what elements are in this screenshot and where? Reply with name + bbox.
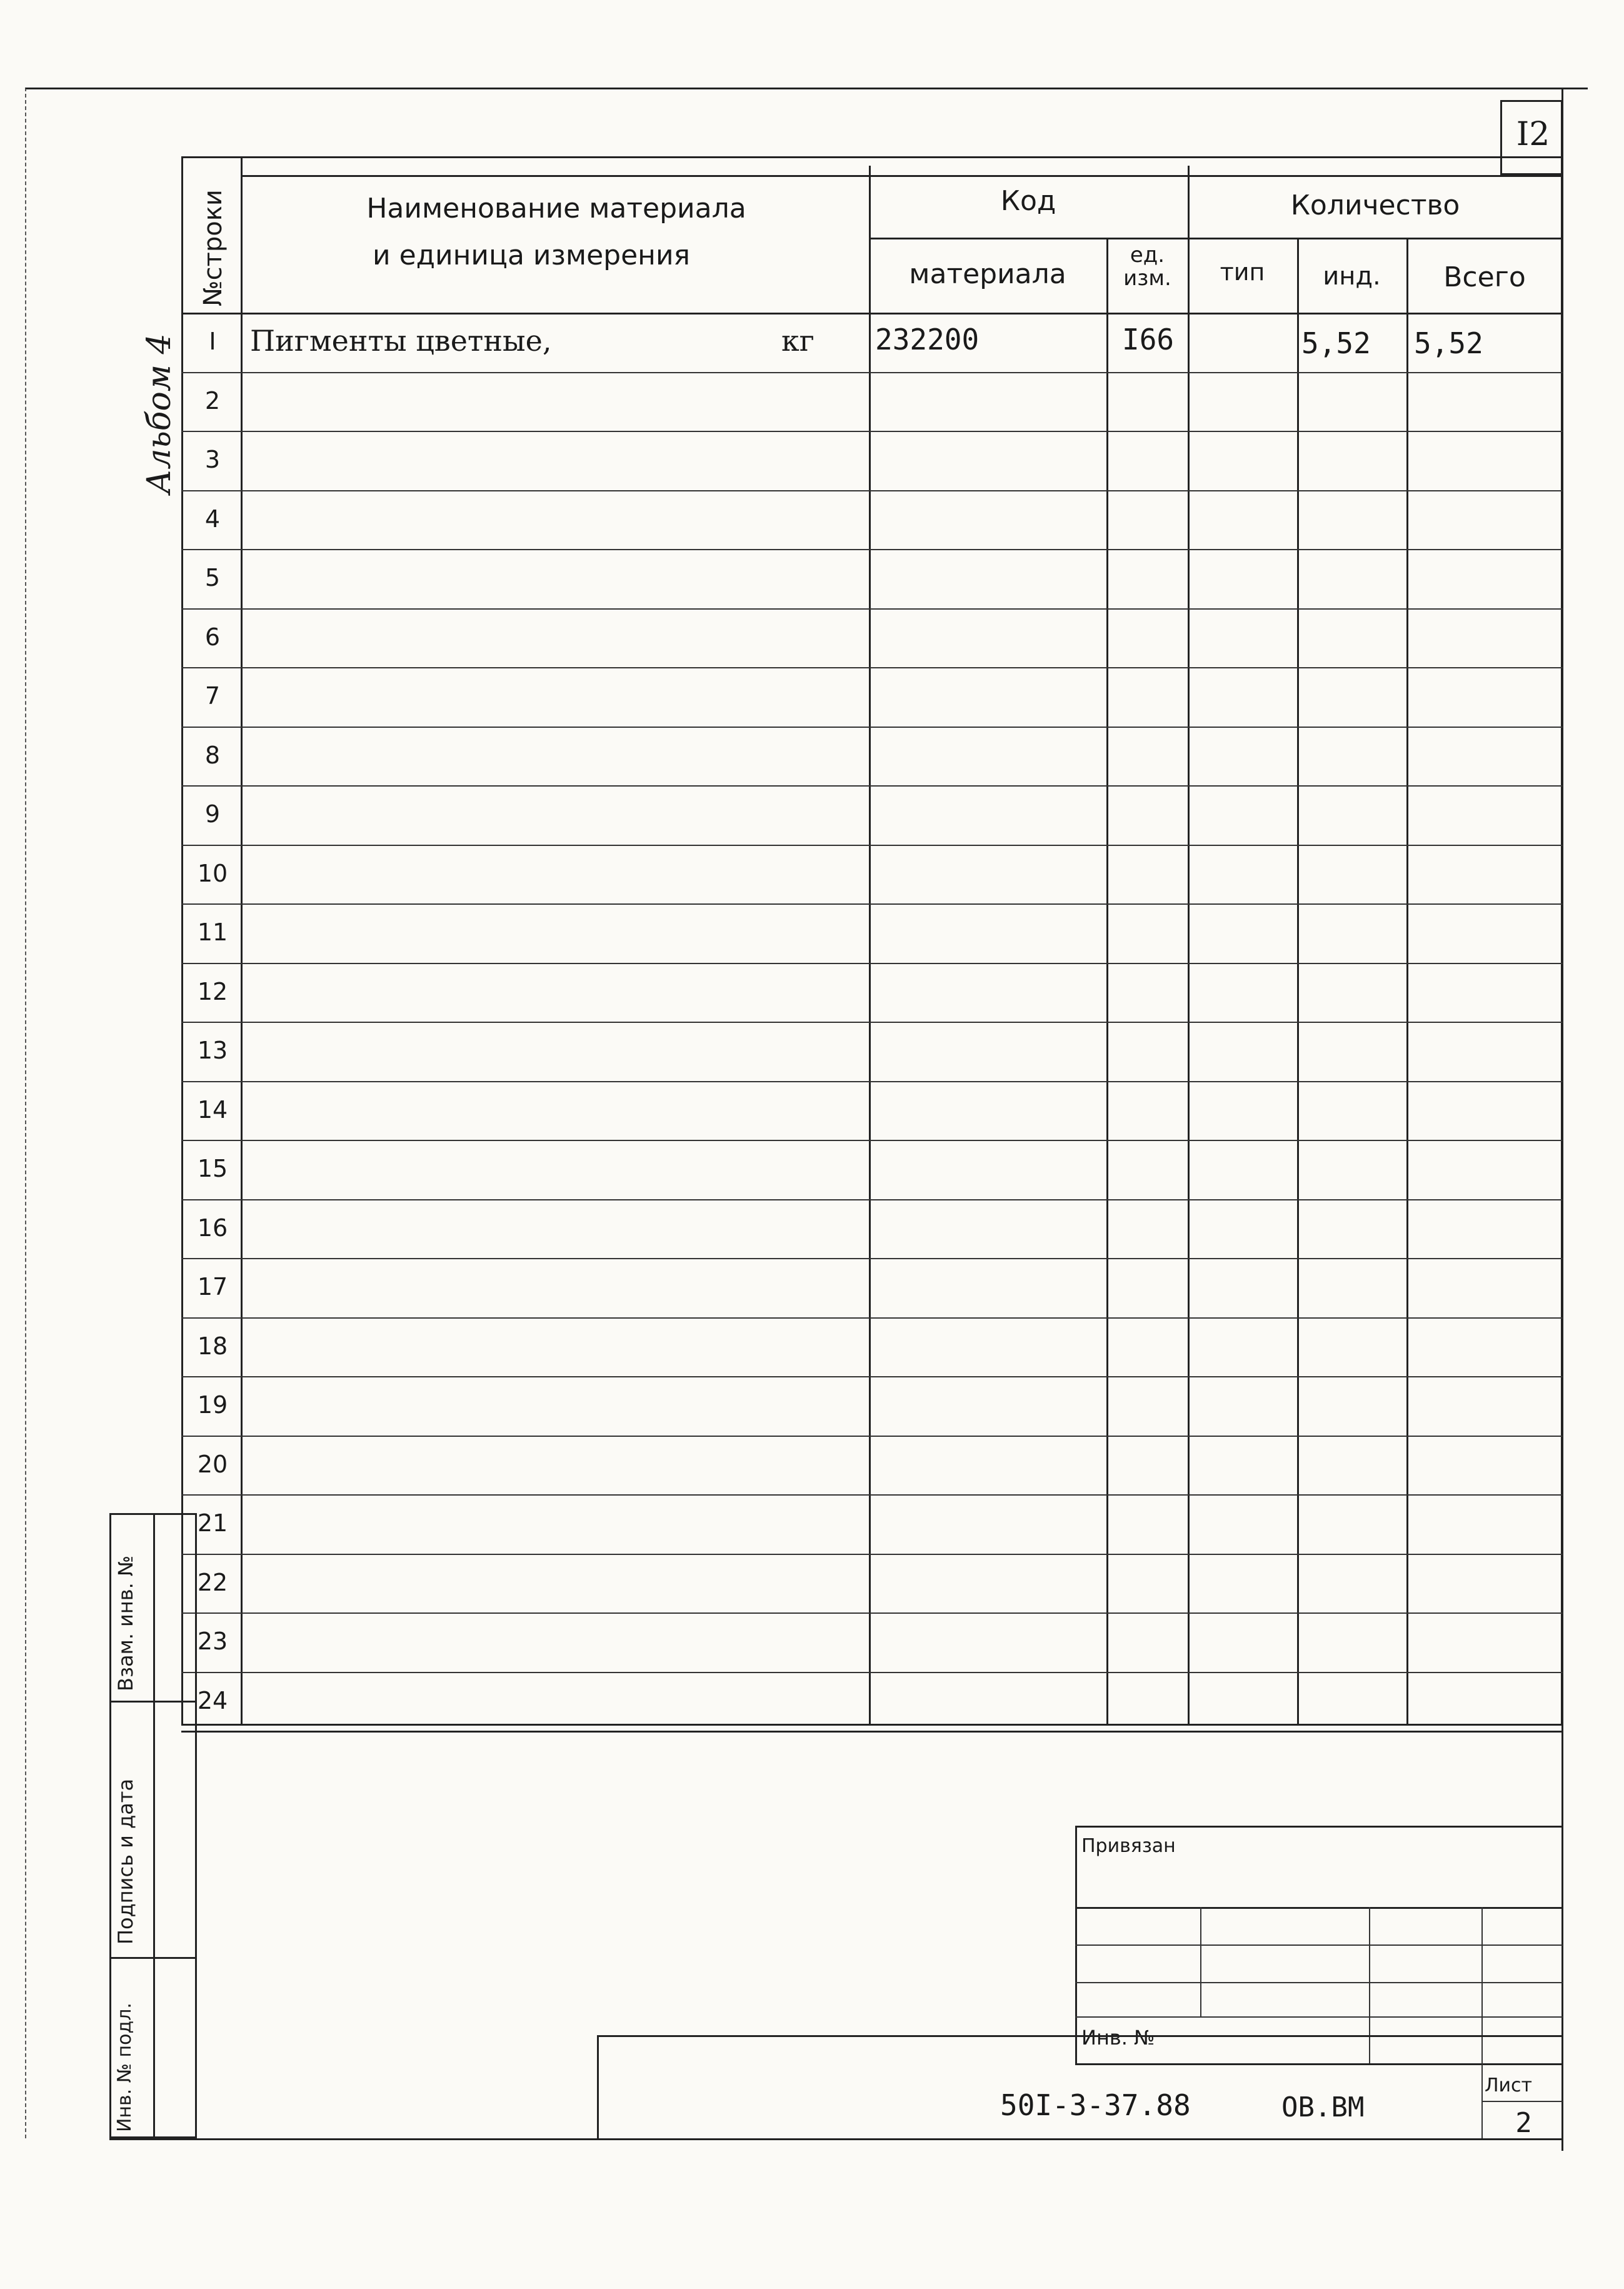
replaced-inv-label: Взам. инв. № [114, 1555, 138, 1691]
header-split [869, 238, 1563, 239]
row1-ind: 5,52 [1301, 326, 1371, 360]
row-rule [181, 727, 1563, 728]
row-rule [181, 1199, 1563, 1200]
stamp-rule [109, 1957, 197, 1959]
row-number: 24 [197, 1686, 228, 1714]
row-number: 10 [197, 859, 228, 887]
page-bottom [109, 2138, 1563, 2140]
stamp-rule [109, 1701, 197, 1703]
row1-name: Пигменты цветные, [250, 324, 552, 358]
col-name-line2: и единица измерения [372, 239, 691, 271]
row-number: 19 [197, 1391, 228, 1419]
orig-inv-label: Инв. № подл. [114, 2003, 136, 2132]
doc-code: 50I-3-37.88 [1000, 2088, 1191, 2122]
header-bottom [181, 313, 1563, 314]
row-rule [181, 1081, 1563, 1082]
row-rule [181, 372, 1563, 373]
row-number: 4 [204, 505, 221, 533]
row-rule [181, 431, 1563, 432]
row-number: I [209, 328, 216, 355]
linked-label: Привязан [1081, 1835, 1176, 1857]
sheet-rule [1481, 2101, 1563, 2102]
col-quantity: Количество [1290, 189, 1460, 221]
row-rule [181, 1317, 1563, 1319]
row-rule [181, 785, 1563, 787]
album-label: Альбом 4 [141, 333, 178, 494]
row-number: 16 [197, 1214, 228, 1242]
row1-unit: кг [781, 324, 815, 358]
row-rule [181, 1376, 1563, 1377]
row-rule [181, 1554, 1563, 1555]
col-row-no: №строки [199, 189, 228, 306]
col-qty-ind: инд. [1323, 262, 1381, 291]
col-line [869, 166, 871, 1726]
doc-code-box [597, 2035, 1563, 2138]
row-number: 18 [197, 1332, 228, 1360]
row-number: 11 [197, 918, 228, 946]
row-rule [181, 1436, 1563, 1437]
row-rule [181, 1612, 1563, 1614]
row-rule [181, 608, 1563, 610]
materials-table [181, 156, 1563, 1726]
col-code: Код [1000, 185, 1056, 217]
row-rule [181, 963, 1563, 964]
sheet-number: 2 [1515, 2107, 1532, 2139]
col-line [1406, 238, 1408, 1726]
row-number: 5 [204, 564, 221, 591]
row-rule [181, 1672, 1563, 1673]
tb-rule [1075, 2016, 1563, 2018]
sign-date-label: Подпись и дата [114, 1778, 138, 1944]
doc-suffix: ОВ.ВМ [1281, 2091, 1365, 2123]
row-rule [181, 1140, 1563, 1141]
row-number: 13 [197, 1037, 228, 1064]
tb-col [1200, 1907, 1201, 2016]
inv-no-label: Инв. № [1081, 2026, 1155, 2050]
tb-rule [1075, 1907, 1563, 1909]
page-number: I2 [1516, 116, 1550, 153]
row-number: 12 [197, 977, 228, 1005]
col-name-line1: Наименование материала [366, 193, 746, 224]
col-qty-total: Всего [1443, 261, 1526, 293]
row-rule [181, 549, 1563, 550]
col-code-unit: ед. изм. [1123, 243, 1171, 291]
col-line [1106, 238, 1108, 1726]
row-number: 9 [204, 800, 221, 828]
row-number: 7 [204, 682, 221, 710]
row-number: 22 [197, 1568, 228, 1596]
stamp-split [153, 1513, 155, 2138]
row-number: 20 [197, 1450, 228, 1478]
row-rule [181, 845, 1563, 846]
row-number: 8 [204, 741, 221, 769]
row-rule [181, 903, 1563, 905]
sheet-label: Лист [1485, 2075, 1533, 2096]
row-rule [181, 490, 1563, 491]
col-line [241, 156, 243, 1726]
row1-unit-code: I66 [1122, 323, 1175, 356]
row1-total: 5,52 [1414, 326, 1483, 360]
tb-rule [1075, 1944, 1563, 1946]
row-number: 15 [197, 1155, 228, 1182]
row-rule [181, 1494, 1563, 1496]
row-number: 2 [204, 386, 221, 415]
row-number: 17 [197, 1273, 228, 1300]
tb-rule [1075, 1982, 1563, 1983]
row-number: 23 [197, 1627, 228, 1655]
row-number: 21 [197, 1509, 228, 1537]
col-qty-type: тип [1220, 258, 1265, 286]
col-line [1188, 166, 1190, 1726]
row-rule [181, 667, 1563, 668]
row-rule [181, 1258, 1563, 1259]
row-number: 6 [204, 623, 221, 651]
row-number: 14 [197, 1095, 228, 1124]
col-code-material: материала [909, 258, 1066, 290]
row-rule [181, 1022, 1563, 1023]
row1-code: 232200 [875, 323, 980, 356]
col-line [1297, 238, 1299, 1726]
row-number: 3 [204, 446, 221, 473]
row-rule [181, 1731, 1563, 1733]
